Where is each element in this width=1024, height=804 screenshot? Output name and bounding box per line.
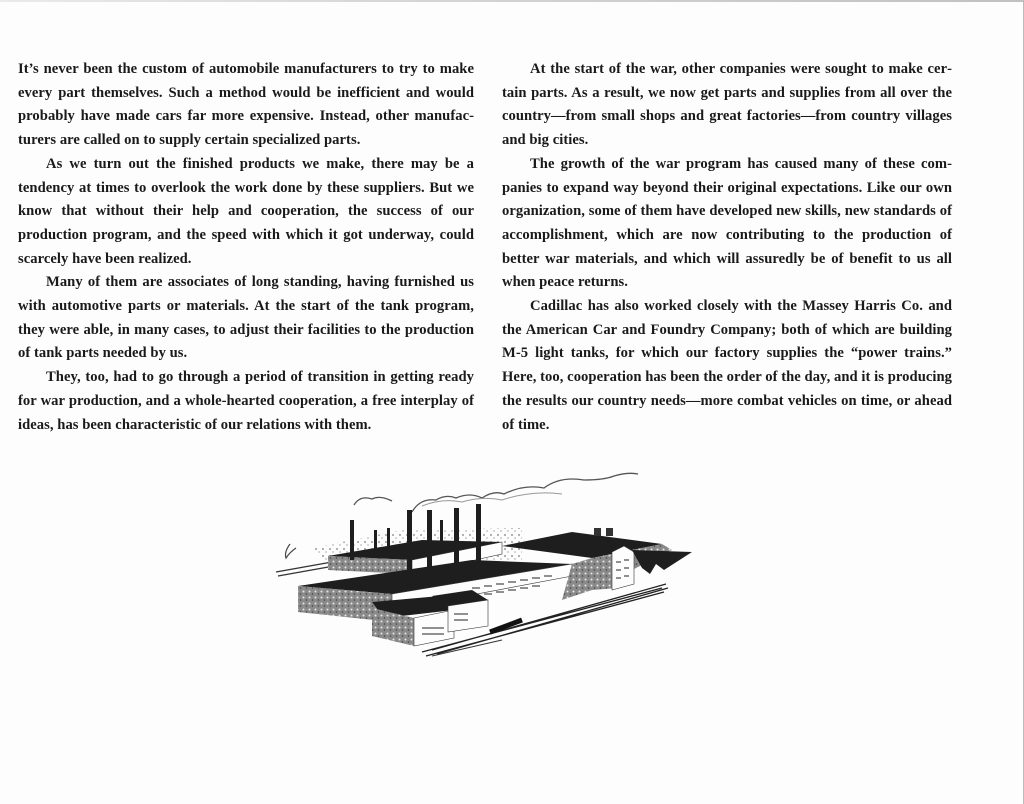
paragraph: As we turn out the finished products we make, there may be a tendency at times to overlook the work done by these suppliers. But we know that without their help and cooperation, the success of our production program, and the speed with which it got underway, could scarcely have been realized. <box>18 155 474 267</box>
paragraph: At the start of the war, other companies were sought to make certain parts. As a result, we now get parts and supplies from all over the country—from small shops and great factories—from country villages and big cities. <box>502 61 952 149</box>
right-text-column <box>502 58 952 437</box>
factory-icon <box>272 470 702 660</box>
factory-illustration <box>272 470 702 660</box>
paragraph: Cadillac has also worked closely with the Massey Harris Co. and the American Car and Foundry Company; both of which are building M-5 light tanks, for which our factory supplies the “power trains.” Here, too, cooperation has been the order of the day, and it is producing the results our country needs—more combat vehicles on time, or ahead of time. <box>502 298 952 433</box>
paragraph: They, too, had to go through a period of transition in getting ready for war production, and a whole-hearted cooperation, a free interplay of ideas, has been characteristic of our relations with them. <box>18 369 474 433</box>
paragraph: It’s never been the custom of automobile manufacturers to try to make every part themselves. Such a method would be inefficient and would probably have made cars far more expensive. Instead, other manufacturers are called on to supply certain specialized parts. <box>18 61 474 149</box>
scan-top-edge <box>0 0 1024 2</box>
paragraph: Many of them are associates of long standing, having furnished us with automotive parts or materials. At the start of the tank program, they were able, in many cases, to adjust their facilities to the production of tank parts needed by us. <box>18 274 474 362</box>
left-text-column <box>18 58 474 437</box>
paragraph: The growth of the war program has caused many of these companies to expand way beyond their original expectations. Like our own organization, some of them have developed new skills, new standards of accomplishment, which are now contributing to the production of better war materials, and which will assuredly be of benefit to us all when peace returns. <box>502 155 952 291</box>
